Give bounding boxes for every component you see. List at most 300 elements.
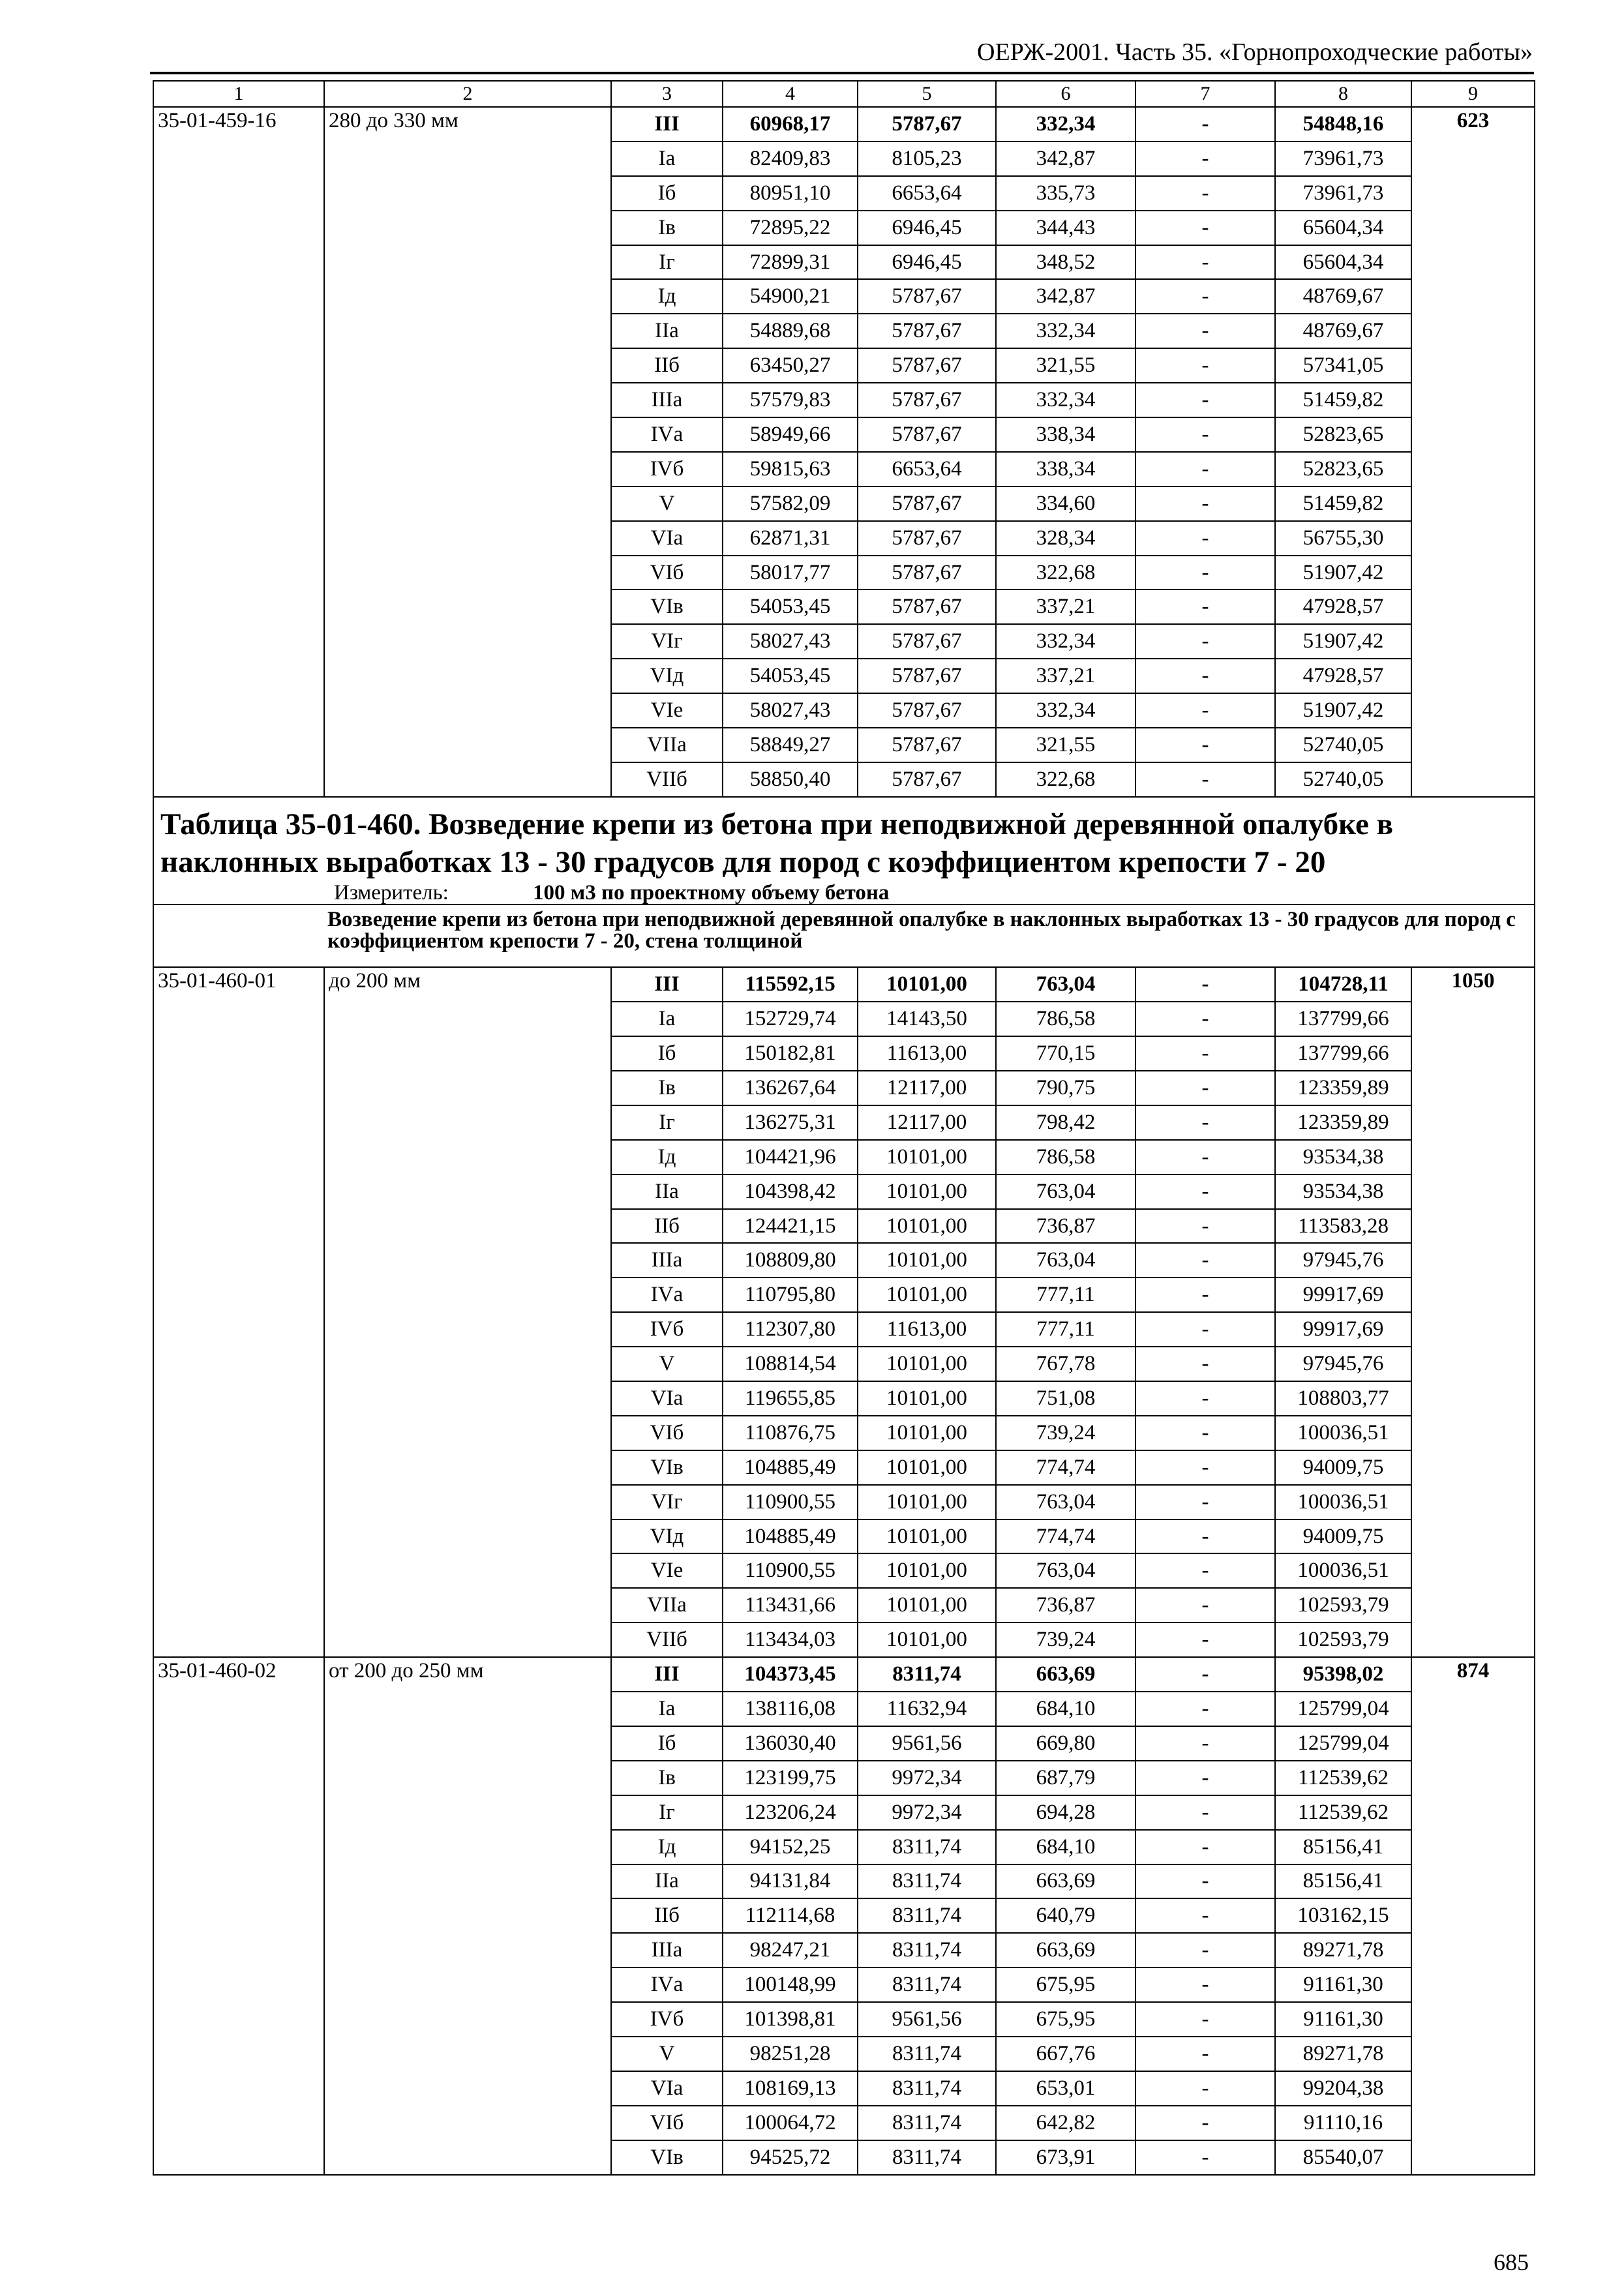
value-cell: 687,79 bbox=[996, 1761, 1135, 1795]
value-cell: 72899,31 bbox=[723, 245, 858, 280]
zone-cell: Iг bbox=[611, 245, 723, 280]
value-cell: 80951,10 bbox=[723, 176, 858, 211]
value-cell: - bbox=[1135, 348, 1275, 383]
value-cell: 108803,77 bbox=[1275, 1381, 1411, 1416]
value-cell: 337,21 bbox=[996, 590, 1135, 624]
value-cell: 786,58 bbox=[996, 1002, 1135, 1036]
value-cell: 10101,00 bbox=[858, 1485, 996, 1519]
value-cell: - bbox=[1135, 1416, 1275, 1450]
zone-cell: VIе bbox=[611, 693, 723, 728]
value-cell: 684,10 bbox=[996, 1830, 1135, 1864]
norm-code: 35-01-459-16 bbox=[153, 107, 324, 797]
value-cell: 8311,74 bbox=[858, 1967, 996, 2002]
value-cell: 10101,00 bbox=[858, 1519, 996, 1554]
value-cell: 332,34 bbox=[996, 314, 1135, 348]
value-cell: 94131,84 bbox=[723, 1864, 858, 1899]
value-cell: 52740,05 bbox=[1275, 762, 1411, 797]
value-cell: - bbox=[1135, 1243, 1275, 1278]
value-cell: 663,69 bbox=[996, 1933, 1135, 1967]
value-cell: 5787,67 bbox=[858, 659, 996, 693]
zone-cell: VIб bbox=[611, 2106, 723, 2140]
value-cell: 137799,66 bbox=[1275, 1036, 1411, 1071]
value-cell: 8311,74 bbox=[858, 1933, 996, 1967]
value-cell: 51459,82 bbox=[1275, 383, 1411, 417]
zone-cell: V bbox=[611, 1347, 723, 1381]
value-cell: 774,74 bbox=[996, 1519, 1135, 1554]
value-cell: - bbox=[1135, 1726, 1275, 1761]
value-cell: - bbox=[1135, 967, 1275, 1002]
zone-cell: VIе bbox=[611, 1553, 723, 1588]
value-cell: 5787,67 bbox=[858, 762, 996, 797]
value-cell: 9972,34 bbox=[858, 1761, 996, 1795]
value-cell: 100064,72 bbox=[723, 2106, 858, 2140]
measure-label: Измеритель: bbox=[334, 881, 449, 905]
value-cell: 73961,73 bbox=[1275, 176, 1411, 211]
header-rule bbox=[150, 72, 1534, 74]
column-number: 8 bbox=[1275, 81, 1411, 107]
value-cell: - bbox=[1135, 1623, 1275, 1657]
value-cell: 104885,49 bbox=[723, 1519, 858, 1554]
zone-cell: VIIа bbox=[611, 728, 723, 762]
value-cell: - bbox=[1135, 1347, 1275, 1381]
zone-cell: IIа bbox=[611, 1864, 723, 1899]
value-cell: 100148,99 bbox=[723, 1967, 858, 2002]
value-cell: 5787,67 bbox=[858, 624, 996, 659]
value-cell: 10101,00 bbox=[858, 1450, 996, 1485]
value-cell: 73961,73 bbox=[1275, 142, 1411, 176]
column-number: 6 bbox=[996, 81, 1135, 107]
value-cell: - bbox=[1135, 693, 1275, 728]
zone-cell: IVа bbox=[611, 1278, 723, 1312]
section-title-cell bbox=[153, 797, 1535, 905]
zone-cell: III bbox=[611, 967, 723, 1002]
value-cell: 653,01 bbox=[996, 2071, 1135, 2106]
zone-cell: Iв bbox=[611, 211, 723, 245]
value-cell: - bbox=[1135, 1209, 1275, 1244]
column-number: 9 bbox=[1411, 81, 1535, 107]
value-cell: 57579,83 bbox=[723, 383, 858, 417]
zone-cell: VIг bbox=[611, 1485, 723, 1519]
value-cell: - bbox=[1135, 2071, 1275, 2106]
zone-cell: VIIа bbox=[611, 1588, 723, 1623]
value-cell: 328,34 bbox=[996, 521, 1135, 556]
section-description: Возведение крепи из бетона при неподвижной деревянной опалубке в наклонных выработках 13 - 30 градусов для пород с коэффициентом крепости 7 - 20, стена толщиной bbox=[153, 905, 1535, 967]
value-cell: 47928,57 bbox=[1275, 590, 1411, 624]
zone-cell: III bbox=[611, 107, 723, 142]
zone-cell: VIIб bbox=[611, 1623, 723, 1657]
value-cell: - bbox=[1135, 1967, 1275, 2002]
value-cell: - bbox=[1135, 1071, 1275, 1105]
value-cell: 57582,09 bbox=[723, 486, 858, 521]
value-cell: - bbox=[1135, 1761, 1275, 1795]
value-cell: - bbox=[1135, 1830, 1275, 1864]
page-number: 685 bbox=[1494, 2249, 1529, 2275]
zone-cell: III bbox=[611, 1657, 723, 1692]
value-cell: - bbox=[1135, 1657, 1275, 1692]
value-cell: 5787,67 bbox=[858, 693, 996, 728]
value-cell: - bbox=[1135, 1553, 1275, 1588]
value-cell: 667,76 bbox=[996, 2037, 1135, 2071]
value-cell: 124421,15 bbox=[723, 1209, 858, 1244]
table-row bbox=[153, 1657, 1535, 1692]
zone-cell: Iа bbox=[611, 1692, 723, 1726]
table-row bbox=[153, 107, 1535, 142]
value-cell: - bbox=[1135, 2140, 1275, 2175]
col9-value: 874 bbox=[1411, 1657, 1535, 2174]
value-cell: 85540,07 bbox=[1275, 2140, 1411, 2175]
value-cell: 8311,74 bbox=[858, 1864, 996, 1899]
value-cell: 321,55 bbox=[996, 728, 1135, 762]
value-cell: 10101,00 bbox=[858, 1278, 996, 1312]
value-cell: - bbox=[1135, 1278, 1275, 1312]
value-cell: 642,82 bbox=[996, 2106, 1135, 2140]
value-cell: 99917,69 bbox=[1275, 1278, 1411, 1312]
section-title: Таблица 35-01-460. Возведение крепи из бетона при неподвижной деревянной опалубке в наклонных выработках 13 - 30 градусов для пород с коэффициентом крепости 7 - 20 bbox=[160, 807, 1394, 880]
value-cell: 99204,38 bbox=[1275, 2071, 1411, 2106]
value-cell: - bbox=[1135, 1381, 1275, 1416]
value-cell: 110876,75 bbox=[723, 1416, 858, 1450]
value-cell: - bbox=[1135, 1795, 1275, 1830]
value-cell: 104373,45 bbox=[723, 1657, 858, 1692]
value-cell: - bbox=[1135, 314, 1275, 348]
value-cell: 9561,56 bbox=[858, 2002, 996, 2037]
section-title-row bbox=[153, 797, 1535, 905]
column-number: 3 bbox=[611, 81, 723, 107]
value-cell: - bbox=[1135, 245, 1275, 280]
zone-cell: Iд bbox=[611, 279, 723, 314]
col9-value: 1050 bbox=[1411, 967, 1535, 1657]
zone-cell: VIб bbox=[611, 1416, 723, 1450]
zone-cell: IVб bbox=[611, 2002, 723, 2037]
value-cell: 102593,79 bbox=[1275, 1588, 1411, 1623]
value-cell: 739,24 bbox=[996, 1623, 1135, 1657]
value-cell: 95398,02 bbox=[1275, 1657, 1411, 1692]
norm-code: 35-01-460-01 bbox=[153, 967, 324, 1657]
value-cell: 97945,76 bbox=[1275, 1347, 1411, 1381]
zone-cell: Iд bbox=[611, 1830, 723, 1864]
value-cell: 98251,28 bbox=[723, 2037, 858, 2071]
value-cell: 94525,72 bbox=[723, 2140, 858, 2175]
column-number-row bbox=[153, 81, 1535, 107]
value-cell: 93534,38 bbox=[1275, 1140, 1411, 1174]
value-cell: 91161,30 bbox=[1275, 1967, 1411, 2002]
value-cell: - bbox=[1135, 2037, 1275, 2071]
zone-cell: IIа bbox=[611, 314, 723, 348]
value-cell: 89271,78 bbox=[1275, 1933, 1411, 1967]
value-cell: 338,34 bbox=[996, 452, 1135, 486]
value-cell: 322,68 bbox=[996, 556, 1135, 590]
value-cell: 97945,76 bbox=[1275, 1243, 1411, 1278]
value-cell: 72895,22 bbox=[723, 211, 858, 245]
section-description-row bbox=[153, 905, 1535, 967]
value-cell: 5787,67 bbox=[858, 279, 996, 314]
value-cell: 763,04 bbox=[996, 1174, 1135, 1209]
zone-cell: Iа bbox=[611, 142, 723, 176]
value-cell: 104728,11 bbox=[1275, 967, 1411, 1002]
zone-cell: Iд bbox=[611, 1140, 723, 1174]
value-cell: - bbox=[1135, 728, 1275, 762]
value-cell: 694,28 bbox=[996, 1795, 1135, 1830]
zone-cell: IVб bbox=[611, 1312, 723, 1347]
value-cell: 104398,42 bbox=[723, 1174, 858, 1209]
value-cell: 85156,41 bbox=[1275, 1830, 1411, 1864]
zone-cell: IIб bbox=[611, 1209, 723, 1244]
value-cell: 99917,69 bbox=[1275, 1312, 1411, 1347]
value-cell: 736,87 bbox=[996, 1588, 1135, 1623]
value-cell: 675,95 bbox=[996, 1967, 1135, 2002]
value-cell: 123359,89 bbox=[1275, 1071, 1411, 1105]
value-cell: - bbox=[1135, 279, 1275, 314]
value-cell: 8311,74 bbox=[858, 1898, 996, 1933]
value-cell: 10101,00 bbox=[858, 1416, 996, 1450]
value-cell: 136267,64 bbox=[723, 1071, 858, 1105]
value-cell: 763,04 bbox=[996, 1485, 1135, 1519]
value-cell: 113431,66 bbox=[723, 1588, 858, 1623]
zone-cell: IIб bbox=[611, 348, 723, 383]
zone-cell: IIб bbox=[611, 1898, 723, 1933]
value-cell: 54848,16 bbox=[1275, 107, 1411, 142]
measure-value: 100 м3 по проектному объему бетона bbox=[533, 881, 890, 905]
value-cell: 94152,25 bbox=[723, 1830, 858, 1864]
value-cell: 334,60 bbox=[996, 486, 1135, 521]
value-cell: 57341,05 bbox=[1275, 348, 1411, 383]
value-cell: 11632,94 bbox=[858, 1692, 996, 1726]
value-cell: 669,80 bbox=[996, 1726, 1135, 1761]
value-cell: 5787,67 bbox=[858, 728, 996, 762]
value-cell: 58027,43 bbox=[723, 693, 858, 728]
value-cell: 94009,75 bbox=[1275, 1450, 1411, 1485]
value-cell: 52740,05 bbox=[1275, 728, 1411, 762]
value-cell: 110900,55 bbox=[723, 1485, 858, 1519]
value-cell: 342,87 bbox=[996, 279, 1135, 314]
value-cell: 8311,74 bbox=[858, 2037, 996, 2071]
value-cell: 798,42 bbox=[996, 1105, 1135, 1140]
value-cell: - bbox=[1135, 1140, 1275, 1174]
value-cell: - bbox=[1135, 556, 1275, 590]
value-cell: - bbox=[1135, 1898, 1275, 1933]
value-cell: - bbox=[1135, 1002, 1275, 1036]
value-cell: 786,58 bbox=[996, 1140, 1135, 1174]
value-cell: 332,34 bbox=[996, 107, 1135, 142]
value-cell: - bbox=[1135, 1174, 1275, 1209]
value-cell: 104885,49 bbox=[723, 1450, 858, 1485]
value-cell: 8311,74 bbox=[858, 2071, 996, 2106]
norm-description: от 200 до 250 мм bbox=[324, 1657, 611, 2174]
value-cell: - bbox=[1135, 1105, 1275, 1140]
value-cell: 640,79 bbox=[996, 1898, 1135, 1933]
column-number: 1 bbox=[153, 81, 324, 107]
value-cell: 335,73 bbox=[996, 176, 1135, 211]
value-cell: 342,87 bbox=[996, 142, 1135, 176]
value-cell: 5787,67 bbox=[858, 556, 996, 590]
value-cell: 338,34 bbox=[996, 417, 1135, 452]
col9-value: 623 bbox=[1411, 107, 1535, 797]
value-cell: 10101,00 bbox=[858, 1209, 996, 1244]
value-cell: - bbox=[1135, 176, 1275, 211]
value-cell: 6653,64 bbox=[858, 452, 996, 486]
value-cell: 736,87 bbox=[996, 1209, 1135, 1244]
value-cell: 110795,80 bbox=[723, 1278, 858, 1312]
value-cell: 739,24 bbox=[996, 1416, 1135, 1450]
value-cell: - bbox=[1135, 1588, 1275, 1623]
value-cell: 5787,67 bbox=[858, 348, 996, 383]
value-cell: 10101,00 bbox=[858, 1588, 996, 1623]
zone-cell: VIв bbox=[611, 590, 723, 624]
value-cell: - bbox=[1135, 142, 1275, 176]
value-cell: 774,74 bbox=[996, 1450, 1135, 1485]
value-cell: 113583,28 bbox=[1275, 1209, 1411, 1244]
value-cell: 10101,00 bbox=[858, 967, 996, 1002]
value-cell: 58849,27 bbox=[723, 728, 858, 762]
value-cell: 770,15 bbox=[996, 1036, 1135, 1071]
value-cell: - bbox=[1135, 383, 1275, 417]
value-cell: 65604,34 bbox=[1275, 245, 1411, 280]
value-cell: 5787,67 bbox=[858, 486, 996, 521]
value-cell: 56755,30 bbox=[1275, 521, 1411, 556]
value-cell: 9972,34 bbox=[858, 1795, 996, 1830]
value-cell: 152729,74 bbox=[723, 1002, 858, 1036]
zone-cell: VIв bbox=[611, 1450, 723, 1485]
value-cell: 684,10 bbox=[996, 1692, 1135, 1726]
value-cell: - bbox=[1135, 1450, 1275, 1485]
value-cell: 91110,16 bbox=[1275, 2106, 1411, 2140]
value-cell: 123199,75 bbox=[723, 1761, 858, 1795]
value-cell: 112307,80 bbox=[723, 1312, 858, 1347]
value-cell: 123206,24 bbox=[723, 1795, 858, 1830]
value-cell: - bbox=[1135, 762, 1275, 797]
value-cell: 100036,51 bbox=[1275, 1553, 1411, 1588]
value-cell: 332,34 bbox=[996, 693, 1135, 728]
zone-cell: IVб bbox=[611, 452, 723, 486]
value-cell: 54053,45 bbox=[723, 659, 858, 693]
value-cell: 9561,56 bbox=[858, 1726, 996, 1761]
zone-cell: V bbox=[611, 2037, 723, 2071]
zone-cell: VIд bbox=[611, 659, 723, 693]
value-cell: 112539,62 bbox=[1275, 1761, 1411, 1795]
value-cell: 102593,79 bbox=[1275, 1623, 1411, 1657]
value-cell: - bbox=[1135, 1692, 1275, 1726]
value-cell: 5787,67 bbox=[858, 417, 996, 452]
zone-cell: VIб bbox=[611, 556, 723, 590]
zone-cell: V bbox=[611, 486, 723, 521]
zone-cell: VIв bbox=[611, 2140, 723, 2175]
value-cell: 5787,67 bbox=[858, 314, 996, 348]
value-cell: 10101,00 bbox=[858, 1623, 996, 1657]
norms-table bbox=[153, 80, 1535, 2176]
value-cell: 48769,67 bbox=[1275, 279, 1411, 314]
zone-cell: IVа bbox=[611, 1967, 723, 2002]
value-cell: 11613,00 bbox=[858, 1312, 996, 1347]
value-cell: - bbox=[1135, 1036, 1275, 1071]
value-cell: 5787,67 bbox=[858, 383, 996, 417]
value-cell: - bbox=[1135, 1519, 1275, 1554]
value-cell: 108809,80 bbox=[723, 1243, 858, 1278]
value-cell: - bbox=[1135, 2106, 1275, 2140]
value-cell: 58850,40 bbox=[723, 762, 858, 797]
value-cell: 54900,21 bbox=[723, 279, 858, 314]
zone-cell: IIа bbox=[611, 1174, 723, 1209]
value-cell: 110900,55 bbox=[723, 1553, 858, 1588]
value-cell: 675,95 bbox=[996, 2002, 1135, 2037]
value-cell: 6653,64 bbox=[858, 176, 996, 211]
value-cell: 150182,81 bbox=[723, 1036, 858, 1071]
value-cell: 112539,62 bbox=[1275, 1795, 1411, 1830]
value-cell: 763,04 bbox=[996, 967, 1135, 1002]
value-cell: 138116,08 bbox=[723, 1692, 858, 1726]
zone-cell: IVа bbox=[611, 417, 723, 452]
value-cell: 332,34 bbox=[996, 383, 1135, 417]
zone-cell: Iб bbox=[611, 1036, 723, 1071]
norm-code: 35-01-460-02 bbox=[153, 1657, 324, 2174]
value-cell: 115592,15 bbox=[723, 967, 858, 1002]
value-cell: 125799,04 bbox=[1275, 1726, 1411, 1761]
value-cell: 344,43 bbox=[996, 211, 1135, 245]
value-cell: - bbox=[1135, 1864, 1275, 1899]
value-cell: 62871,31 bbox=[723, 521, 858, 556]
value-cell: 322,68 bbox=[996, 762, 1135, 797]
value-cell: - bbox=[1135, 590, 1275, 624]
norm-description: 280 до 330 мм bbox=[324, 107, 611, 797]
value-cell: 10101,00 bbox=[858, 1243, 996, 1278]
value-cell: 112114,68 bbox=[723, 1898, 858, 1933]
value-cell: 14143,50 bbox=[858, 1002, 996, 1036]
value-cell: - bbox=[1135, 1485, 1275, 1519]
value-cell: 10101,00 bbox=[858, 1553, 996, 1588]
value-cell: 11613,00 bbox=[858, 1036, 996, 1071]
column-number: 5 bbox=[858, 81, 996, 107]
value-cell: 51907,42 bbox=[1275, 556, 1411, 590]
value-cell: - bbox=[1135, 417, 1275, 452]
column-number: 4 bbox=[723, 81, 858, 107]
value-cell: 58027,43 bbox=[723, 624, 858, 659]
value-cell: 663,69 bbox=[996, 1657, 1135, 1692]
column-number: 2 bbox=[324, 81, 611, 107]
value-cell: 51459,82 bbox=[1275, 486, 1411, 521]
value-cell: 10101,00 bbox=[858, 1174, 996, 1209]
value-cell: 58017,77 bbox=[723, 556, 858, 590]
value-cell: - bbox=[1135, 211, 1275, 245]
zone-cell: VIа bbox=[611, 2071, 723, 2106]
value-cell: 103162,15 bbox=[1275, 1898, 1411, 1933]
table-row bbox=[153, 967, 1535, 1002]
value-cell: - bbox=[1135, 659, 1275, 693]
value-cell: 51907,42 bbox=[1275, 624, 1411, 659]
value-cell: 8311,74 bbox=[858, 2140, 996, 2175]
value-cell: 8311,74 bbox=[858, 2106, 996, 2140]
value-cell: - bbox=[1135, 107, 1275, 142]
value-cell: 777,11 bbox=[996, 1278, 1135, 1312]
value-cell: 5787,67 bbox=[858, 590, 996, 624]
value-cell: 136275,31 bbox=[723, 1105, 858, 1140]
value-cell: 108169,13 bbox=[723, 2071, 858, 2106]
value-cell: - bbox=[1135, 624, 1275, 659]
value-cell: 348,52 bbox=[996, 245, 1135, 280]
value-cell: 763,04 bbox=[996, 1553, 1135, 1588]
value-cell: 52823,65 bbox=[1275, 452, 1411, 486]
value-cell: 12117,00 bbox=[858, 1071, 996, 1105]
value-cell: 10101,00 bbox=[858, 1140, 996, 1174]
value-cell: 777,11 bbox=[996, 1312, 1135, 1347]
value-cell: 8311,74 bbox=[858, 1657, 996, 1692]
value-cell: 48769,67 bbox=[1275, 314, 1411, 348]
zone-cell: VIа bbox=[611, 1381, 723, 1416]
zone-cell: IIIа bbox=[611, 383, 723, 417]
value-cell: 89271,78 bbox=[1275, 2037, 1411, 2071]
value-cell: - bbox=[1135, 486, 1275, 521]
value-cell: 767,78 bbox=[996, 1347, 1135, 1381]
value-cell: 123359,89 bbox=[1275, 1105, 1411, 1140]
value-cell: 104421,96 bbox=[723, 1140, 858, 1174]
